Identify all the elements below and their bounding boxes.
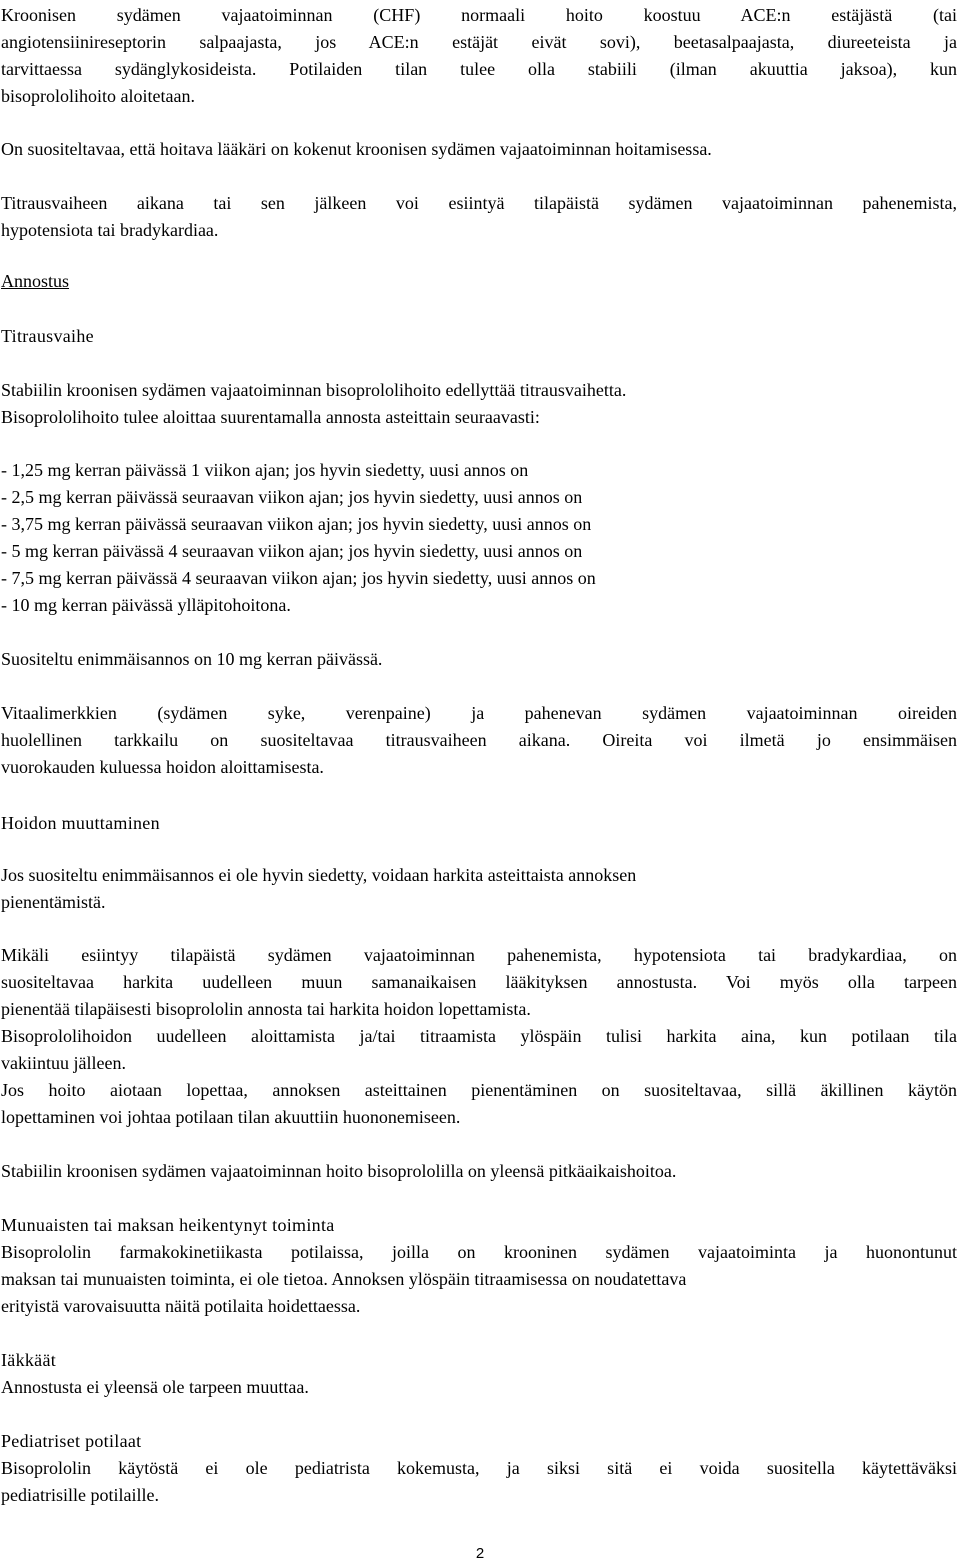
paragraph-renal-hepatic (1, 1239, 957, 1320)
text-line: suositeltavaa harkita uudelleen muun samanaikaisen lääkityksen annostusta. Voi myös olla tarpeen (1, 972, 957, 992)
paragraph-max-dose (1, 646, 957, 673)
text-line: Bisoprololin farmakokinetiikasta potilaissa, joilla on krooninen sydämen vajaatoiminta ja huonontunut (1, 1242, 957, 1262)
text-line: Bisoprololin käytöstä ei ole pediatrista kokemusta, ja siksi sitä ei voida suositella käytettäväksi (1, 1458, 957, 1478)
heading-titrausvaihe: Titrausvaihe (1, 326, 94, 346)
paragraph-vital-signs (1, 700, 957, 781)
text-line: Stabiilin kroonisen sydämen vajaatoiminnan hoito bisoprololilla on yleensä pitkäaikaishoitoa. (1, 1161, 677, 1181)
paragraph-elderly (1, 1374, 957, 1401)
text-line: Annostusta ei yleensä ole tarpeen muuttaa. (1, 1377, 309, 1397)
text-line: pienentää tilapäisesti bisoprololin annosta tai harkita hoidon lopettamista. (1, 999, 531, 1019)
text-line: angiotensiinireseptorin salpaajasta, jos ACE:n estäjät eivät sovi), beetasalpaajasta, diureeteista ja (1, 32, 957, 52)
dose-titration-list (1, 457, 957, 619)
text-line: On suositeltavaa, että hoitava lääkäri on kokenut kroonisen sydämen vajaatoiminnan hoitamisessa. (1, 139, 712, 159)
text-line: Suositeltu enimmäisannos on 10 mg kerran päivässä. (1, 649, 383, 669)
text-line: Titrausvaiheen aikana tai sen jälkeen voi esiintyä tilapäistä sydämen vajaatoiminnan pahenemista, (1, 193, 957, 213)
list-item: - 1,25 mg kerran päivässä 1 viikon ajan; jos hyvin siedetty, uusi annos on (1, 460, 529, 480)
text-line: hypotensiota tai bradykardiaa. (1, 220, 219, 240)
paragraph-long-term-treatment (1, 1158, 957, 1185)
text-line: Mikäli esiintyy tilapäistä sydämen vajaatoiminnan pahenemista, hypotensiota tai bradykardiaa, on (1, 945, 957, 965)
paragraph-pediatric (1, 1455, 957, 1509)
text-line: huolellinen tarkkailu on suositeltavaa titrausvaiheen aikana. Oireita voi ilmetä jo ensimmäisen (1, 730, 957, 750)
text-line: Jos suositeltu enimmäisannos ei ole hyvin siedetty, voidaan harkita asteittaista annoksen (1, 865, 637, 885)
paragraph-titration-intro (1, 377, 957, 431)
heading-munuaisten-maksan: Munuaisten tai maksan heikentynyt toiminta (1, 1215, 335, 1235)
paragraph-chf-standard-treatment (1, 2, 957, 110)
text-line: maksan tai munuaisten toiminta, ei ole tietoa. Annoksen ylöspäin titraamisessa on noudatettava (1, 1269, 687, 1289)
text-line: vuorokauden kuluessa hoidon aloittamisesta. (1, 757, 324, 777)
list-item: - 10 mg kerran päivässä ylläpitohoitona. (1, 595, 291, 615)
list-item: - 3,75 mg kerran päivässä seuraavan viikon ajan; jos hyvin siedetty, uusi annos on (1, 514, 592, 534)
text-line: Jos hoito aiotaan lopettaa, annoksen asteittainen pienentäminen on suositeltavaa, sillä äkillinen käytön (1, 1080, 957, 1100)
heading-pediatriset-potilaat: Pediatriset potilaat (1, 1431, 142, 1451)
text-line: Stabiilin kroonisen sydämen vajaatoiminnan bisoprololihoito edellyttää titrausvaihetta. (1, 380, 627, 400)
text-line: Bisoprololihoidon uudelleen aloittamista ja/tai titraamista ylöspäin tulisi harkita aina, kun potilaan tila (1, 1026, 957, 1046)
list-item: - 7,5 mg kerran päivässä 4 seuraavan viikon ajan; jos hyvin siedetty, uusi annos on (1, 568, 596, 588)
text-line: bisoprololihoito aloitetaan. (1, 86, 195, 106)
text-line: tarvittaessa sydänglykosideista. Potilaiden tilan tulee olla stabiili (ilman akuuttia jaksoa), kun (1, 59, 957, 79)
heading-annostus: Annostus (1, 271, 70, 291)
heading-iakkaat: Iäkkäät (1, 1350, 57, 1370)
paragraph-titration-warning (1, 190, 957, 244)
text-line: erityistä varovaisuutta näitä potilaita hoidettaessa. (1, 1296, 361, 1316)
text-line: pediatrisille potilaille. (1, 1485, 159, 1505)
heading-hoidon-muuttaminen: Hoidon muuttaminen (1, 813, 160, 833)
text-line: lopettaminen voi johtaa potilaan tilan akuuttiin huononemiseen. (1, 1107, 461, 1127)
page-number: 2 (475, 1545, 485, 1562)
text-line: vakiintuu jälleen. (1, 1053, 126, 1073)
paragraph-experienced-physician (1, 136, 957, 163)
text-line: pienentämistä. (1, 892, 106, 912)
paragraph-worsening-management (1, 942, 957, 1131)
text-line: Kroonisen sydämen vajaatoiminnan (CHF) normaali hoito koostuu ACE:n estäjästä (tai (1, 5, 957, 25)
text-line: Vitaalimerkkien (sydämen syke, verenpaine) ja pahenevan sydämen vajaatoiminnan oireiden (1, 703, 957, 723)
list-item: - 5 mg kerran päivässä 4 seuraavan viikon ajan; jos hyvin siedetty, uusi annos on (1, 541, 583, 561)
paragraph-dose-reduction (1, 862, 957, 916)
list-item: - 2,5 mg kerran päivässä seuraavan viikon ajan; jos hyvin siedetty, uusi annos on (1, 487, 583, 507)
text-line: Bisoprololihoito tulee aloittaa suurentamalla annosta asteittain seuraavasti: (1, 407, 540, 427)
